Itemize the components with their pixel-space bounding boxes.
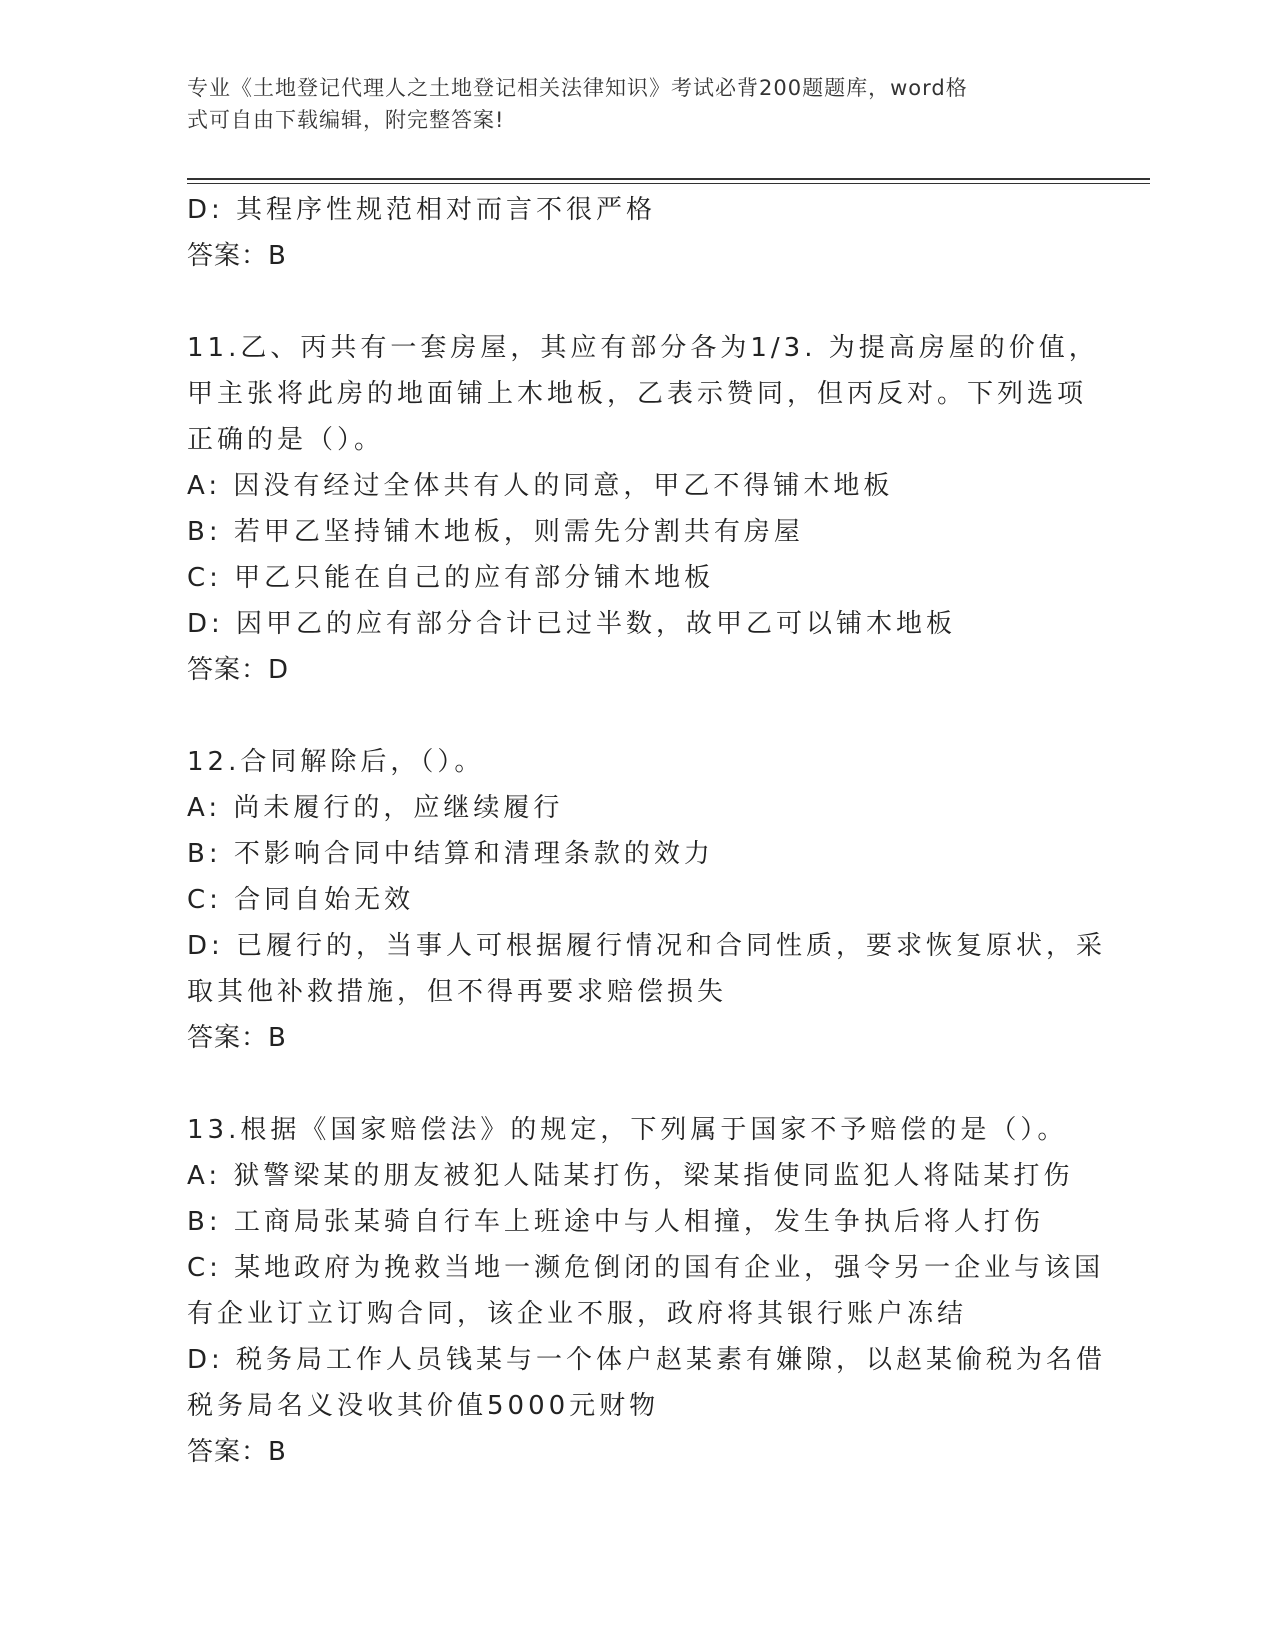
spacer <box>187 693 1087 739</box>
question-11-option-b: B: 若甲乙坚持铺木地板，则需先分割共有房屋 <box>187 517 804 547</box>
question-13-option-c-line-1: C: 某地政府为挽救当地一濒危倒闭的国有企业，强令另一企业与该国 <box>187 1253 1105 1283</box>
question-13-option-c-line-2: 有企业订立订购合同，该企业不服，政府将其银行账户冻结 <box>187 1299 968 1329</box>
question-12-option-d-line-1: D: 已履行的，当事人可根据履行情况和合同性质，要求恢复原状，采 <box>187 931 1107 961</box>
question-13-stem: 13.根据《国家赔偿法》的规定，下列属于国家不予赔偿的是（）。 <box>187 1115 1068 1145</box>
question-11-stem-line-2: 甲主张将此房的地面铺上木地板，乙表示赞同，但丙反对。下列选项 <box>187 379 1088 409</box>
question-13-option-d-line-1: D: 税务局工作人员钱某与一个体户赵某素有嫌隙，以赵某偷税为名借 <box>187 1345 1107 1375</box>
document-header <box>187 72 1067 136</box>
question-11-option-d: D: 因甲乙的应有部分合计已过半数，故甲乙可以铺木地板 <box>187 609 957 639</box>
question-12-option-d-line-2: 取其他补救措施，但不得再要求赔偿损失 <box>187 977 728 1007</box>
spacer <box>187 1061 1087 1107</box>
question-content <box>187 187 1107 1475</box>
question-13-option-a: A: 狱警梁某的朋友被犯人陆某打伤，梁某指使同监犯人将陆某打伤 <box>187 1161 1074 1191</box>
question-11-option-c: C: 甲乙只能在自己的应有部分铺木地板 <box>187 563 715 593</box>
question-12-option-c: C: 合同自始无效 <box>187 885 415 915</box>
header-divider-thin <box>187 183 1150 184</box>
question-13-answer: 答案：B <box>187 1437 287 1467</box>
question-11-stem-line-3: 正确的是（）。 <box>187 425 385 455</box>
question-12-option-b: B: 不影响合同中结算和清理条款的效力 <box>187 839 714 869</box>
question-11 <box>187 325 1099 693</box>
question-12 <box>187 739 1107 1061</box>
question-13-option-b: B: 工商局张某骑自行车上班途中与人相撞，发生争执后将人打伤 <box>187 1207 1044 1237</box>
header-divider-thick <box>187 178 1150 180</box>
question-12-stem: 12.合同解除后，（）。 <box>187 747 485 777</box>
spacer <box>187 279 1087 325</box>
question-13 <box>187 1107 1107 1475</box>
question-12-option-a: A: 尚未履行的，应继续履行 <box>187 793 564 823</box>
header-line-1: 专业《土地登记代理人之土地登记相关法律知识》考试必背200题题库，word格 <box>187 76 968 100</box>
question-11-answer: 答案：D <box>187 655 290 685</box>
question-13-option-d-line-2: 税务局名义没收其价值5000元财物 <box>187 1391 660 1421</box>
question-11-stem-line-1: 11.乙、丙共有一套房屋，其应有部分各为1/3. 为提高房屋的价值， <box>187 333 1099 363</box>
prev-option-d: D: 其程序性规范相对而言不很严格 <box>187 195 657 225</box>
prev-answer: 答案：B <box>187 241 287 271</box>
question-12-answer: 答案：B <box>187 1023 287 1053</box>
header-line-2: 式可自由下载编辑，附完整答案! <box>187 108 505 132</box>
question-11-option-a: A: 因没有经过全体共有人的同意，甲乙不得铺木地板 <box>187 471 894 501</box>
